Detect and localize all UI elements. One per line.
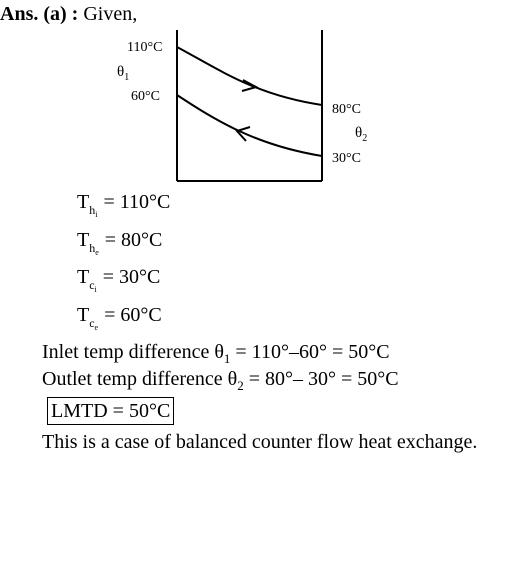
theta2-symbol: $\theta_2$ — [355, 125, 368, 144]
cold-in-temp: 30°C — [332, 151, 361, 166]
answer-label: Ans. (a) : — [0, 3, 79, 25]
outlet-temp-difference: Outlet temp difference $\theta_2 = 80^\circ-$ 30° = 50°C — [42, 368, 399, 393]
given-hot-exit: $T_{he}= 80^\circ C$ — [77, 229, 163, 257]
counter-flow-diagram — [0, 0, 531, 200]
cold-out-temp: 60°C — [131, 89, 160, 104]
lmtd-result-box: LMTD = 50°C — [47, 397, 174, 425]
hot-out-temp: 80°C — [332, 102, 361, 117]
hot-in-temp: 110°C — [127, 40, 163, 55]
theta1-symbol: $\theta_1$ — [117, 64, 130, 83]
hot-fluid-curve — [177, 47, 322, 105]
cold-fluid-curve — [177, 95, 322, 156]
conclusion-text: This is a case of balanced counter flow heat exchange. — [42, 431, 478, 453]
answer-intro: Given, — [83, 3, 138, 25]
inlet-temp-difference: Inlet temp difference $\theta_1 = 110^\circ-60^\circ = 50^\circ C$ — [42, 341, 390, 366]
given-cold-exit: $T_{ce}= 60^\circ C$ — [77, 304, 162, 332]
given-hot-inlet: $T_{hi}= 110^\circ C$ — [77, 191, 171, 219]
given-cold-inlet: $T_{ci}= 30^\circ C$ — [77, 266, 161, 294]
